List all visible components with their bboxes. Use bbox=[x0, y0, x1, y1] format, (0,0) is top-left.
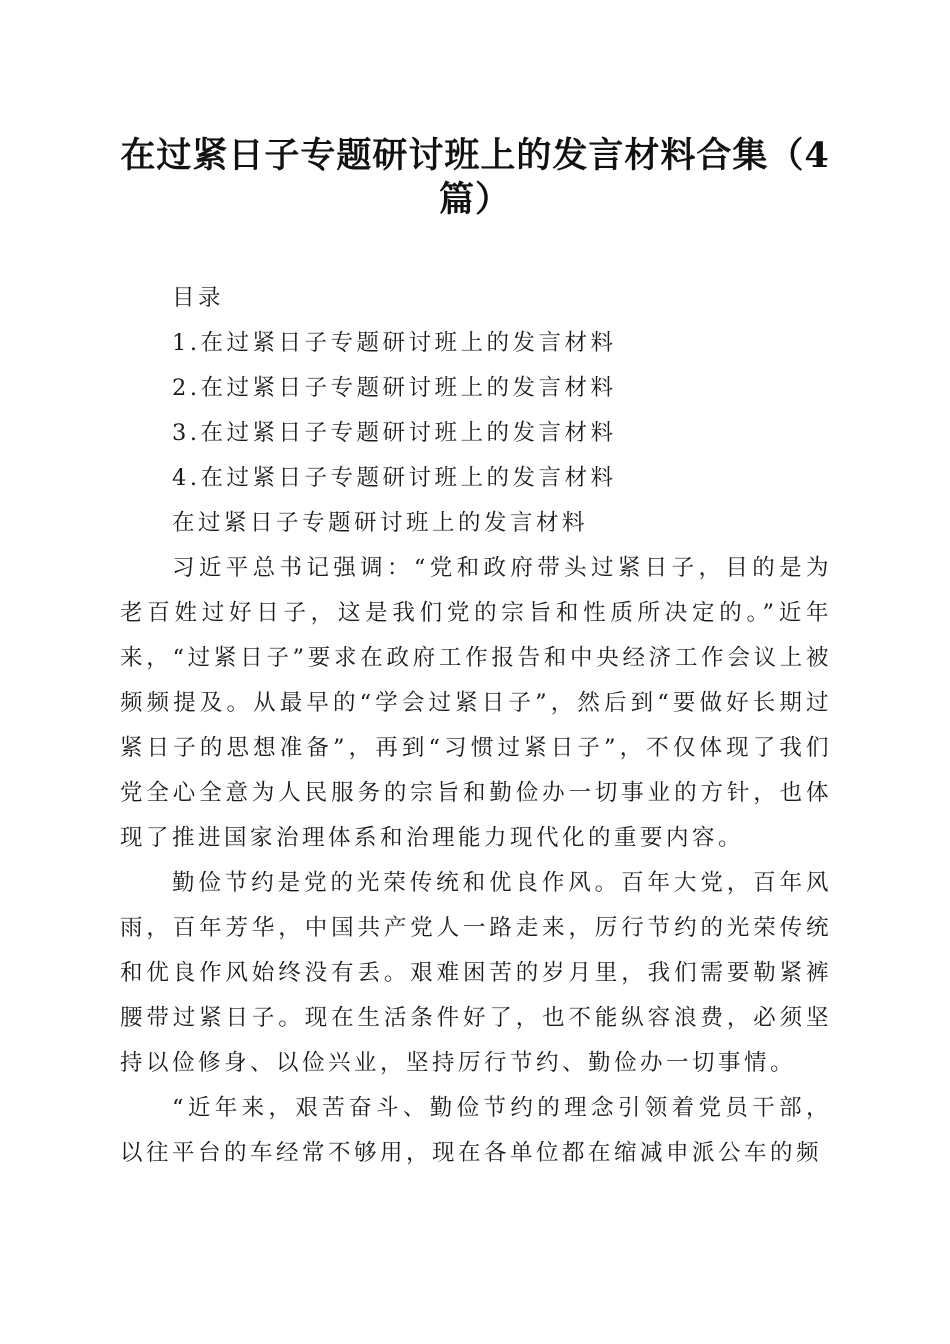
body-paragraph: “近年来，艰苦奋斗、勤俭节约的理念引领着党员干部，以往平台的车经常不够用，现在各单位都在缩减申派公车的频 bbox=[120, 1095, 832, 1166]
document-title: 在过紧日子专题研讨班上的发言材料合集（4篇） bbox=[120, 135, 830, 220]
toc-heading: 目录 bbox=[172, 285, 225, 311]
body-paragraph: 习近平总书记强调：“党和政府带头过紧日子，目的是为老百姓过好日子，这是我们党的宗旨和性质所决定的。”近年来，“过紧日子”要求在政府工作报告和中央经济工作会议上被频频提及。从最早的“学会过紧日子”，然后到“要做好长期过紧日子的思想准备”，再到“习惯过紧日子”，不仅体现了我们党全心全意为人民服务的宗旨和勤俭办一切事业的方针，也体现了推进国家治理体系和治理能力现代化的重要内容。 bbox=[120, 555, 832, 851]
toc-item: 2.在过紧日子专题研讨班上的发言材料 bbox=[172, 375, 617, 401]
toc-item: 3.在过紧日子专题研讨班上的发言材料 bbox=[172, 420, 617, 446]
body-paragraph: 勤俭节约是党的光荣传统和优良作风。百年大党，百年风雨，百年芳华，中国共产党人一路走来，厉行节约的光荣传统和优良作风始终没有丢。艰难困苦的岁月里，我们需要勒紧裤腰带过紧日子。现在生活条件好了，也不能纵容浪费，必须坚持以俭修身、以俭兴业，坚持厉行节约、勤俭办一切事情。 bbox=[120, 870, 832, 1076]
document-body bbox=[120, 276, 832, 1176]
toc-item: 4.在过紧日子专题研讨班上的发言材料 bbox=[172, 465, 617, 491]
section-heading: 在过紧日子专题研讨班上的发言材料 bbox=[172, 510, 589, 536]
toc-item: 1.在过紧日子专题研讨班上的发言材料 bbox=[172, 330, 617, 356]
